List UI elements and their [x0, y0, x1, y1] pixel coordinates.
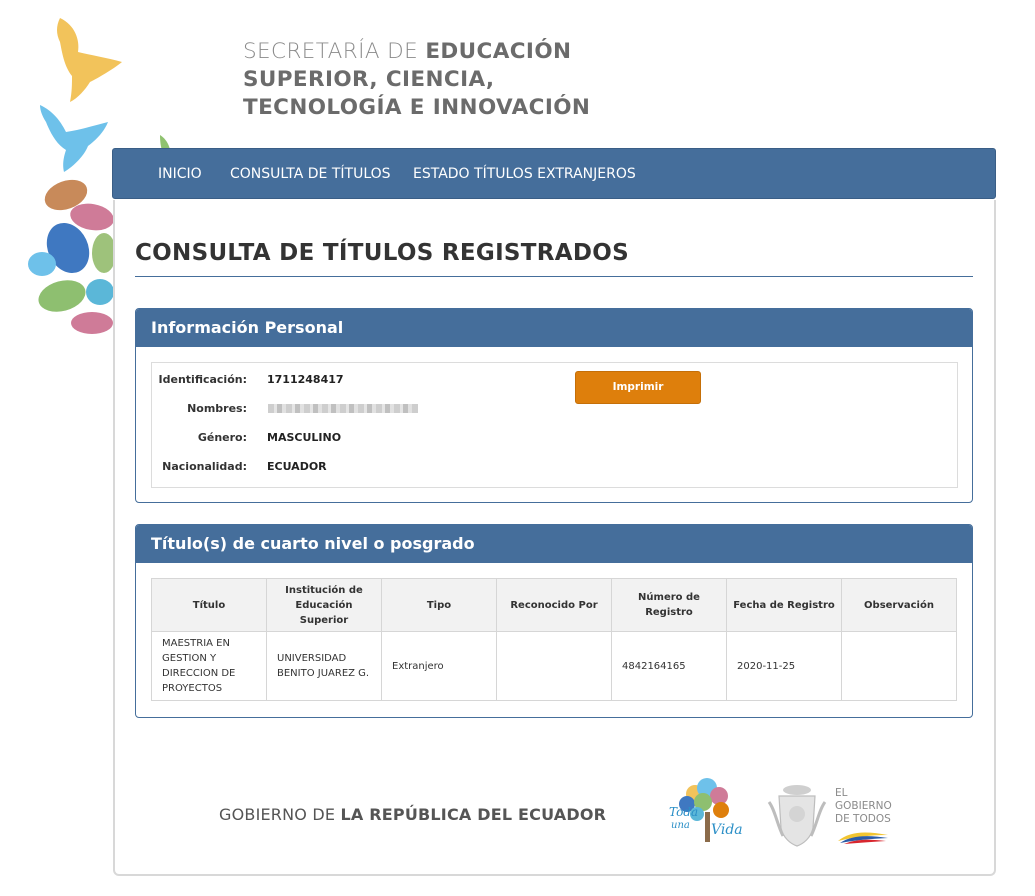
titles-panel-header: Título(s) de cuarto nivel o posgrado [136, 525, 972, 563]
vida-word: Vida [711, 822, 743, 838]
toda-word: Toda [669, 805, 699, 819]
gobierno-de-todos-logo [835, 787, 892, 826]
gob-line2: GOBIERNO [835, 800, 892, 812]
brand-line1-light: SECRETARÍA DE [243, 39, 419, 64]
nav-estado-titulos-extranjeros[interactable]: ESTADO TÍTULOS EXTRANJEROS [413, 166, 636, 182]
toda-una-vida-logo [665, 772, 745, 850]
print-info-button[interactable]: Imprimir Información [575, 371, 701, 404]
footer-gov-bold: LA REPÚBLICA DEL ECUADOR [340, 805, 607, 824]
value-nombres-blurred [268, 404, 418, 413]
col-numero: Número de Registro [612, 579, 727, 632]
nav-inicio[interactable]: INICIO [158, 166, 202, 182]
table-row [152, 632, 957, 701]
title-divider [135, 276, 973, 277]
brand-line2: SUPERIOR, CIENCIA, [243, 67, 495, 92]
main-navbar [112, 148, 996, 199]
cell-observacion [842, 632, 957, 701]
cell-fecha: 2020-11-25 [727, 632, 842, 701]
gob-line3: DE TODOS [835, 813, 891, 825]
label-nacionalidad: Nacionalidad: [162, 460, 247, 473]
col-titulo: Título [152, 579, 267, 632]
nav-consulta-titulos[interactable]: CONSULTA DE TÍTULOS [230, 166, 391, 182]
col-tipo: Tipo [382, 579, 497, 632]
label-nombres: Nombres: [187, 402, 247, 415]
brand-line1-bold: EDUCACIÓN [425, 39, 572, 64]
titles-table [151, 578, 957, 701]
cell-numero: 4842164165 [612, 632, 727, 701]
label-identificacion: Identificación: [158, 373, 247, 386]
value-nacionalidad: ECUADOR [267, 460, 327, 473]
personal-info-header: Información Personal [136, 309, 972, 347]
titles-table-wrap [151, 578, 957, 701]
value-identificacion: 1711248417 [267, 373, 344, 386]
col-observacion: Observación [842, 579, 957, 632]
flag-swoosh-icon [836, 829, 890, 845]
cell-titulo: MAESTRIA EN GESTION Y DIRECCION DE PROYECTOS [152, 632, 267, 701]
brand-line3: TECNOLOGÍA E INNOVACIÓN [243, 95, 591, 120]
col-reconocido: Reconocido Por [497, 579, 612, 632]
cell-institucion: UNIVERSIDAD BENITO JUAREZ G. [267, 632, 382, 701]
col-institucion: Institución de Educación Superior [267, 579, 382, 632]
footer-gov-light: GOBIERNO DE [219, 805, 336, 824]
col-fecha: Fecha de Registro [727, 579, 842, 632]
value-genero: MASCULINO [267, 431, 342, 444]
cell-reconocido [497, 632, 612, 701]
cell-tipo: Extranjero [382, 632, 497, 701]
ecuador-coat-of-arms-icon [765, 780, 829, 850]
footer-gobierno-text [219, 805, 606, 824]
label-genero: Género: [197, 431, 247, 444]
gob-line1: EL [835, 787, 848, 799]
ministry-brand-title [243, 38, 590, 122]
page-title: CONSULTA DE TÍTULOS REGISTRADOS [135, 240, 629, 266]
una-word: una [671, 820, 690, 831]
